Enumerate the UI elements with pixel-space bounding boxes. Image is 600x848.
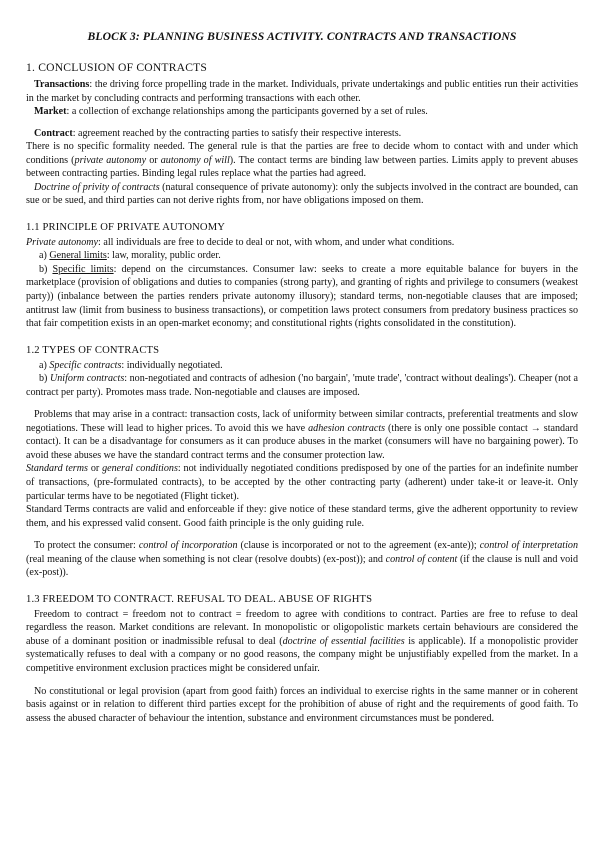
text-problems-a: Problems that may arise in a contract: transaction costs, lack of uniformity between similar contracts, preferential treatments and slow negotiations. These will lead to higher prices. To avoid this we have	[26, 409, 578, 434]
text-standard-mid: or	[87, 463, 103, 475]
term-general-limits: General limits	[49, 250, 107, 262]
text-problems-b: (there is only one possible contact → standard contact). It can be a disadvantage for consumers as it can produce abuses in the market (consumers will have no bargaining power). To avoid these abuses we have the standard contract terms and the consumer protection law.	[26, 422, 578, 461]
text-privity-body: (natural consequence of private autonomy): only the subjects involved in the contract are bounded, can sue or be sued, and third parties can not derive rights from, nor have obligations imposed on them.	[26, 181, 578, 207]
term-doctrine-of-privity: Doctrine of privity of contracts	[34, 181, 160, 193]
paragraph-contract	[26, 127, 578, 141]
list-item-general-limits	[26, 249, 578, 263]
term-uniform-contracts: Uniform contracts	[49, 373, 125, 385]
paragraph-private-autonomy	[26, 236, 578, 250]
paragraph-standard-terms	[26, 462, 578, 503]
list-item-specific-contracts	[26, 359, 578, 373]
section-heading-1-1: 1.1 PRINCIPLE OF PRIVATE AUTONOMY	[26, 222, 226, 234]
text-protect-a: To protect the consumer:	[34, 540, 139, 552]
label-item-a: a)	[39, 359, 50, 371]
section-heading-1-3: 1.3 FREEDOM TO CONTRACT. REFUSAL TO DEAL. ABUSE OF RIGHTS	[26, 593, 373, 605]
term-private-autonomy-def: Private autonomy	[26, 236, 99, 248]
text-freedom-a: Freedom to contract = freedom not to contract = freedom to agree with conditions to contract. Parties are free to refuse to deal regardless the reason. Market conditions are relevant. In monopolistic or oligopolistic markets certain behaviours are considered the abuse of a dominant position or inadmissible refusal to deal (	[26, 608, 578, 647]
text-protect-b: (clause is incorporated or not to the agreement (ex-ante));	[237, 540, 480, 552]
paragraph-validity: Standard Terms contracts are valid and enforceable if they: give notice of these standard terms, give the adherent opportunity to review them, and his expressed valid consent. Good faith principle is the only guiding rule.	[26, 504, 578, 529]
term-private-autonomy: private autonomy	[74, 154, 147, 166]
paragraph-transactions	[26, 78, 578, 105]
spacer	[26, 119, 578, 127]
term-doctrine-of-essential-facilities: doctrine of essential facilities	[282, 635, 405, 647]
term-specific-contracts: Specific contracts	[49, 359, 122, 371]
paragraph-protect-consumer	[26, 539, 578, 580]
text-uniform-contracts-body: : non-negotiated and contracts of adhesion ('no bargain', 'mute trade', 'contract without dealings'). Cheaper (not a contract per party). Promotes mass trade. Non-negotiable and clauses are imposed.	[26, 373, 578, 398]
term-control-of-incorporation: control of incorporation	[138, 540, 238, 552]
text-general-limits-body: : law, morality, public order.	[106, 250, 221, 262]
text-formality-a: There is no specific formality needed. The general rule is that the parties are free to decide whom to contact with and under which conditions (	[26, 141, 578, 166]
term-control-of-content: control of content	[385, 553, 458, 565]
text-private-autonomy-body: : all individuals are free to decide to deal or not, with whom, and under what conditions.	[98, 236, 455, 248]
paragraph-privity	[26, 181, 578, 208]
paragraph-freedom-to-contract	[26, 608, 578, 676]
text-protect-d: (if the clause is null and void (ex-post)).	[26, 553, 579, 579]
text-specific-limits-body: : depend on the circumstances. Consumer law: seeks to create a more equitable balance for buyers in the marketplace (provision of obligations and duties to companies (strong party), and granting of rights and privilege to consumers (weakest party)) (inbalance between the parties renders private autonomy illusory); standard terms, non-negotiable clauses that are imposed; antitrust law (limit from business to business transactions), or competition laws protect consumers from predatory business practices so that fair competition exists in an open-market economy; and constitutional rights (rights consolidated in the constitution).	[26, 263, 579, 330]
term-specific-limits: Specific limits	[52, 263, 114, 275]
term-control-of-interpretation: control of interpretation	[479, 540, 578, 552]
text-specific-contracts-body: : individually negotiated.	[121, 359, 223, 371]
label-item-a: a)	[39, 250, 50, 262]
section-heading-1: 1. CONCLUSION OF CONTRACTS	[26, 60, 208, 74]
label-item-b: b)	[39, 263, 53, 275]
section-heading-1-2: 1.2 TYPES OF CONTRACTS	[26, 344, 160, 356]
text-standard-body: : not individually negotiated conditions predisposed by one of the parties for an indefinite number of transactions, (pre-formulated contracts), to be accepted by the other contracting party (adherent) under take-it or leave-it. Only particular terms have to be negotiated (Flight ticket).	[26, 463, 578, 502]
document-title: BLOCK 3: PLANNING BUSINESS ACTIVITY. CONTRACTS AND TRANSACTIONS	[87, 30, 517, 43]
paragraph-problems	[26, 408, 578, 462]
text-contract-body: : agreement reached by the contracting parties to satisfy their respective interests.	[72, 127, 402, 139]
text-formality-c: ). The contact terms are binding law between parties. Limits apply to prevent abuses between contracting parties. Binding legal rules replace what the parties had agreed.	[26, 154, 578, 180]
term-market: Market	[34, 106, 67, 118]
text-freedom-b: is applicable). If a monopolistic provider systematically refuses to deal with a company or no good reasons, the company might be unjustifiably expelled from the market. In a competitive environment exclusion practices might be considered unfair.	[26, 635, 578, 674]
paragraph-market	[26, 105, 578, 119]
term-general-conditions: general conditions	[102, 463, 178, 475]
text-protect-c: (real meaning of the clause when something is not clear (resolve doubts) (ex-post)); and	[26, 553, 386, 565]
text-formality-b: or	[146, 154, 161, 166]
paragraph-constitutional-provision: No constitutional or legal provision (apart from good faith) forces an individual to exercise rights in the same manner or in coherent basis against or in relation to different third parties except for the prohibition of abuse of right and the requirements of good faith. To assess the abused character of behaviour the intention, substance and environment circumstances must be pondered.	[26, 685, 578, 724]
term-standard-terms: Standard terms	[26, 463, 88, 475]
term-adhesion-contracts: adhesion contracts	[308, 422, 386, 434]
paragraph-formality	[26, 140, 578, 181]
list-item-specific-limits	[26, 263, 578, 331]
list-item-uniform-contracts	[26, 372, 578, 399]
term-contract: Contract	[34, 127, 73, 139]
text-market-body: : a collection of exchange relationships among the participants governed by a set of rules.	[66, 106, 428, 118]
term-autonomy-of-will: autonomy of will	[160, 154, 230, 166]
label-item-b: b)	[39, 373, 50, 385]
text-transactions-body: : the driving force propelling trade in the market. Individuals, private undertakings and public entities run their activities in the market by concluding contracts and performing transactions with each other.	[26, 78, 578, 104]
term-transactions: Transactions	[34, 78, 90, 90]
